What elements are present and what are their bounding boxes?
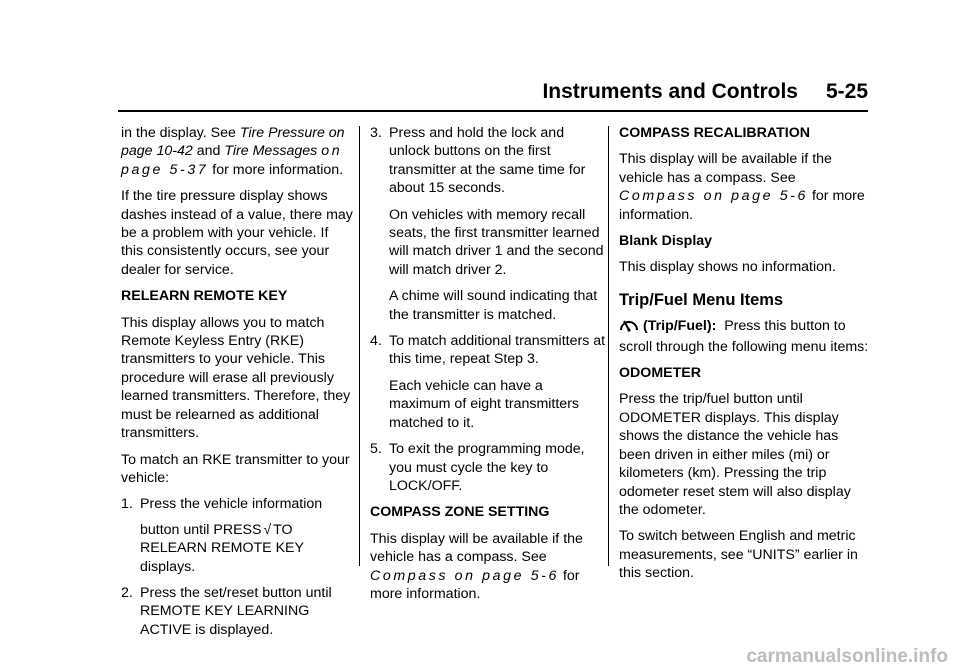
xref-link[interactable]: Tire Pressure on page 10-42 [121, 125, 345, 160]
list-item: 4. To match additional transmitters at this time, repeat Step 3. [370, 333, 606, 368]
paragraph: To switch between English and metric measurements, see “UNITS” earlier in this section. [619, 528, 858, 582]
section-heading: RELEARN REMOTE KEY [121, 288, 288, 305]
column-1 [121, 124, 353, 647]
xref-link[interactable]: Tire Messages on page 5-37 [121, 143, 343, 178]
section-heading: COMPASS RECALIBRATION [619, 125, 811, 141]
list-item: 5. To exit the programming mode, you must cycle the key to LOCK/OFF. [370, 441, 585, 494]
section-heading: ODOMETER [619, 365, 701, 382]
paragraph: If the tire pressure display shows dashes instead of a value, there may be a problem with your vehicle. If this consistently occurs, see your dealer for service. [121, 188, 353, 278]
paragraph: (Trip/Fuel): Press this button to scroll through the following menu items: [619, 318, 869, 355]
page-number: 5-25 [825, 80, 868, 103]
list-item: 2. Press the set/reset button until REMOTE KEY LEARNING ACTIVE is displayed. [121, 584, 332, 638]
xref-link[interactable]: Compass on page 5-6 [370, 567, 559, 584]
paragraph: This display will be available if the vehicle has a compass. See Compass on page 5-6 for more information. [619, 151, 865, 223]
list-item: 1. Press the vehicle information button until PRESS √ TO RELEARN REMOTE KEY displays. [121, 496, 323, 575]
list-note: A chime will sound indicating that the transmitter is matched. [389, 288, 598, 323]
paragraph: Press the trip/fuel button until ODOMETER displays. This display shows the distance the vehicle has been driven in either miles (mi) or kilometers (km). Pressing the trip odometer reset stem will also display the odometer. [619, 391, 851, 518]
paragraph: This display will be available if the vehicle has a compass. See Compass on page 5-6 for more information. [370, 530, 583, 602]
column-2 [370, 124, 606, 611]
section-heading: COMPASS ZONE SETTING [370, 504, 550, 521]
column-divider [608, 126, 609, 566]
paragraph: To match an RKE transmitter to your vehicle: [121, 451, 350, 486]
header-rule [118, 110, 868, 112]
trip-fuel-label: (Trip/Fuel): [643, 318, 717, 335]
subsection-heading: Trip/Fuel Menu Items [619, 290, 784, 309]
list-item: 3. Press and hold the lock and unlock buttons on the first transmitter at the same time for about 15 seconds. [370, 125, 586, 197]
section-title: Instruments and Controls [542, 80, 798, 103]
paragraph: This display allows you to match Remote Keyless Entry (RKE) transmitters to your vehicle. This procedure will erase all previously learned transmitters. Therefore, they must be relearned as additional transmitters. [121, 314, 351, 442]
xref-link[interactable]: Compass on page 5-6 [619, 188, 808, 205]
list-note: Each vehicle can have a maximum of eight transmitters matched to it. [389, 377, 580, 431]
trip-fuel-icon [619, 317, 639, 337]
paragraph: in the display. See Tire Pressure on page 10-42 and Tire Messages on page 5-37 for more information. [121, 125, 345, 178]
paragraph: This display shows no information. [619, 259, 836, 276]
column-divider [359, 126, 360, 566]
page-header [542, 80, 868, 104]
checkmark-icon: √ [263, 520, 272, 537]
list-note: On vehicles with memory recall seats, the first transmitter learned will match driver 1 and the second will match driver 2. [389, 206, 604, 278]
watermark-text: carmanualsonline.info [746, 646, 948, 667]
column-3 [619, 124, 869, 591]
section-heading: Blank Display [619, 233, 713, 250]
